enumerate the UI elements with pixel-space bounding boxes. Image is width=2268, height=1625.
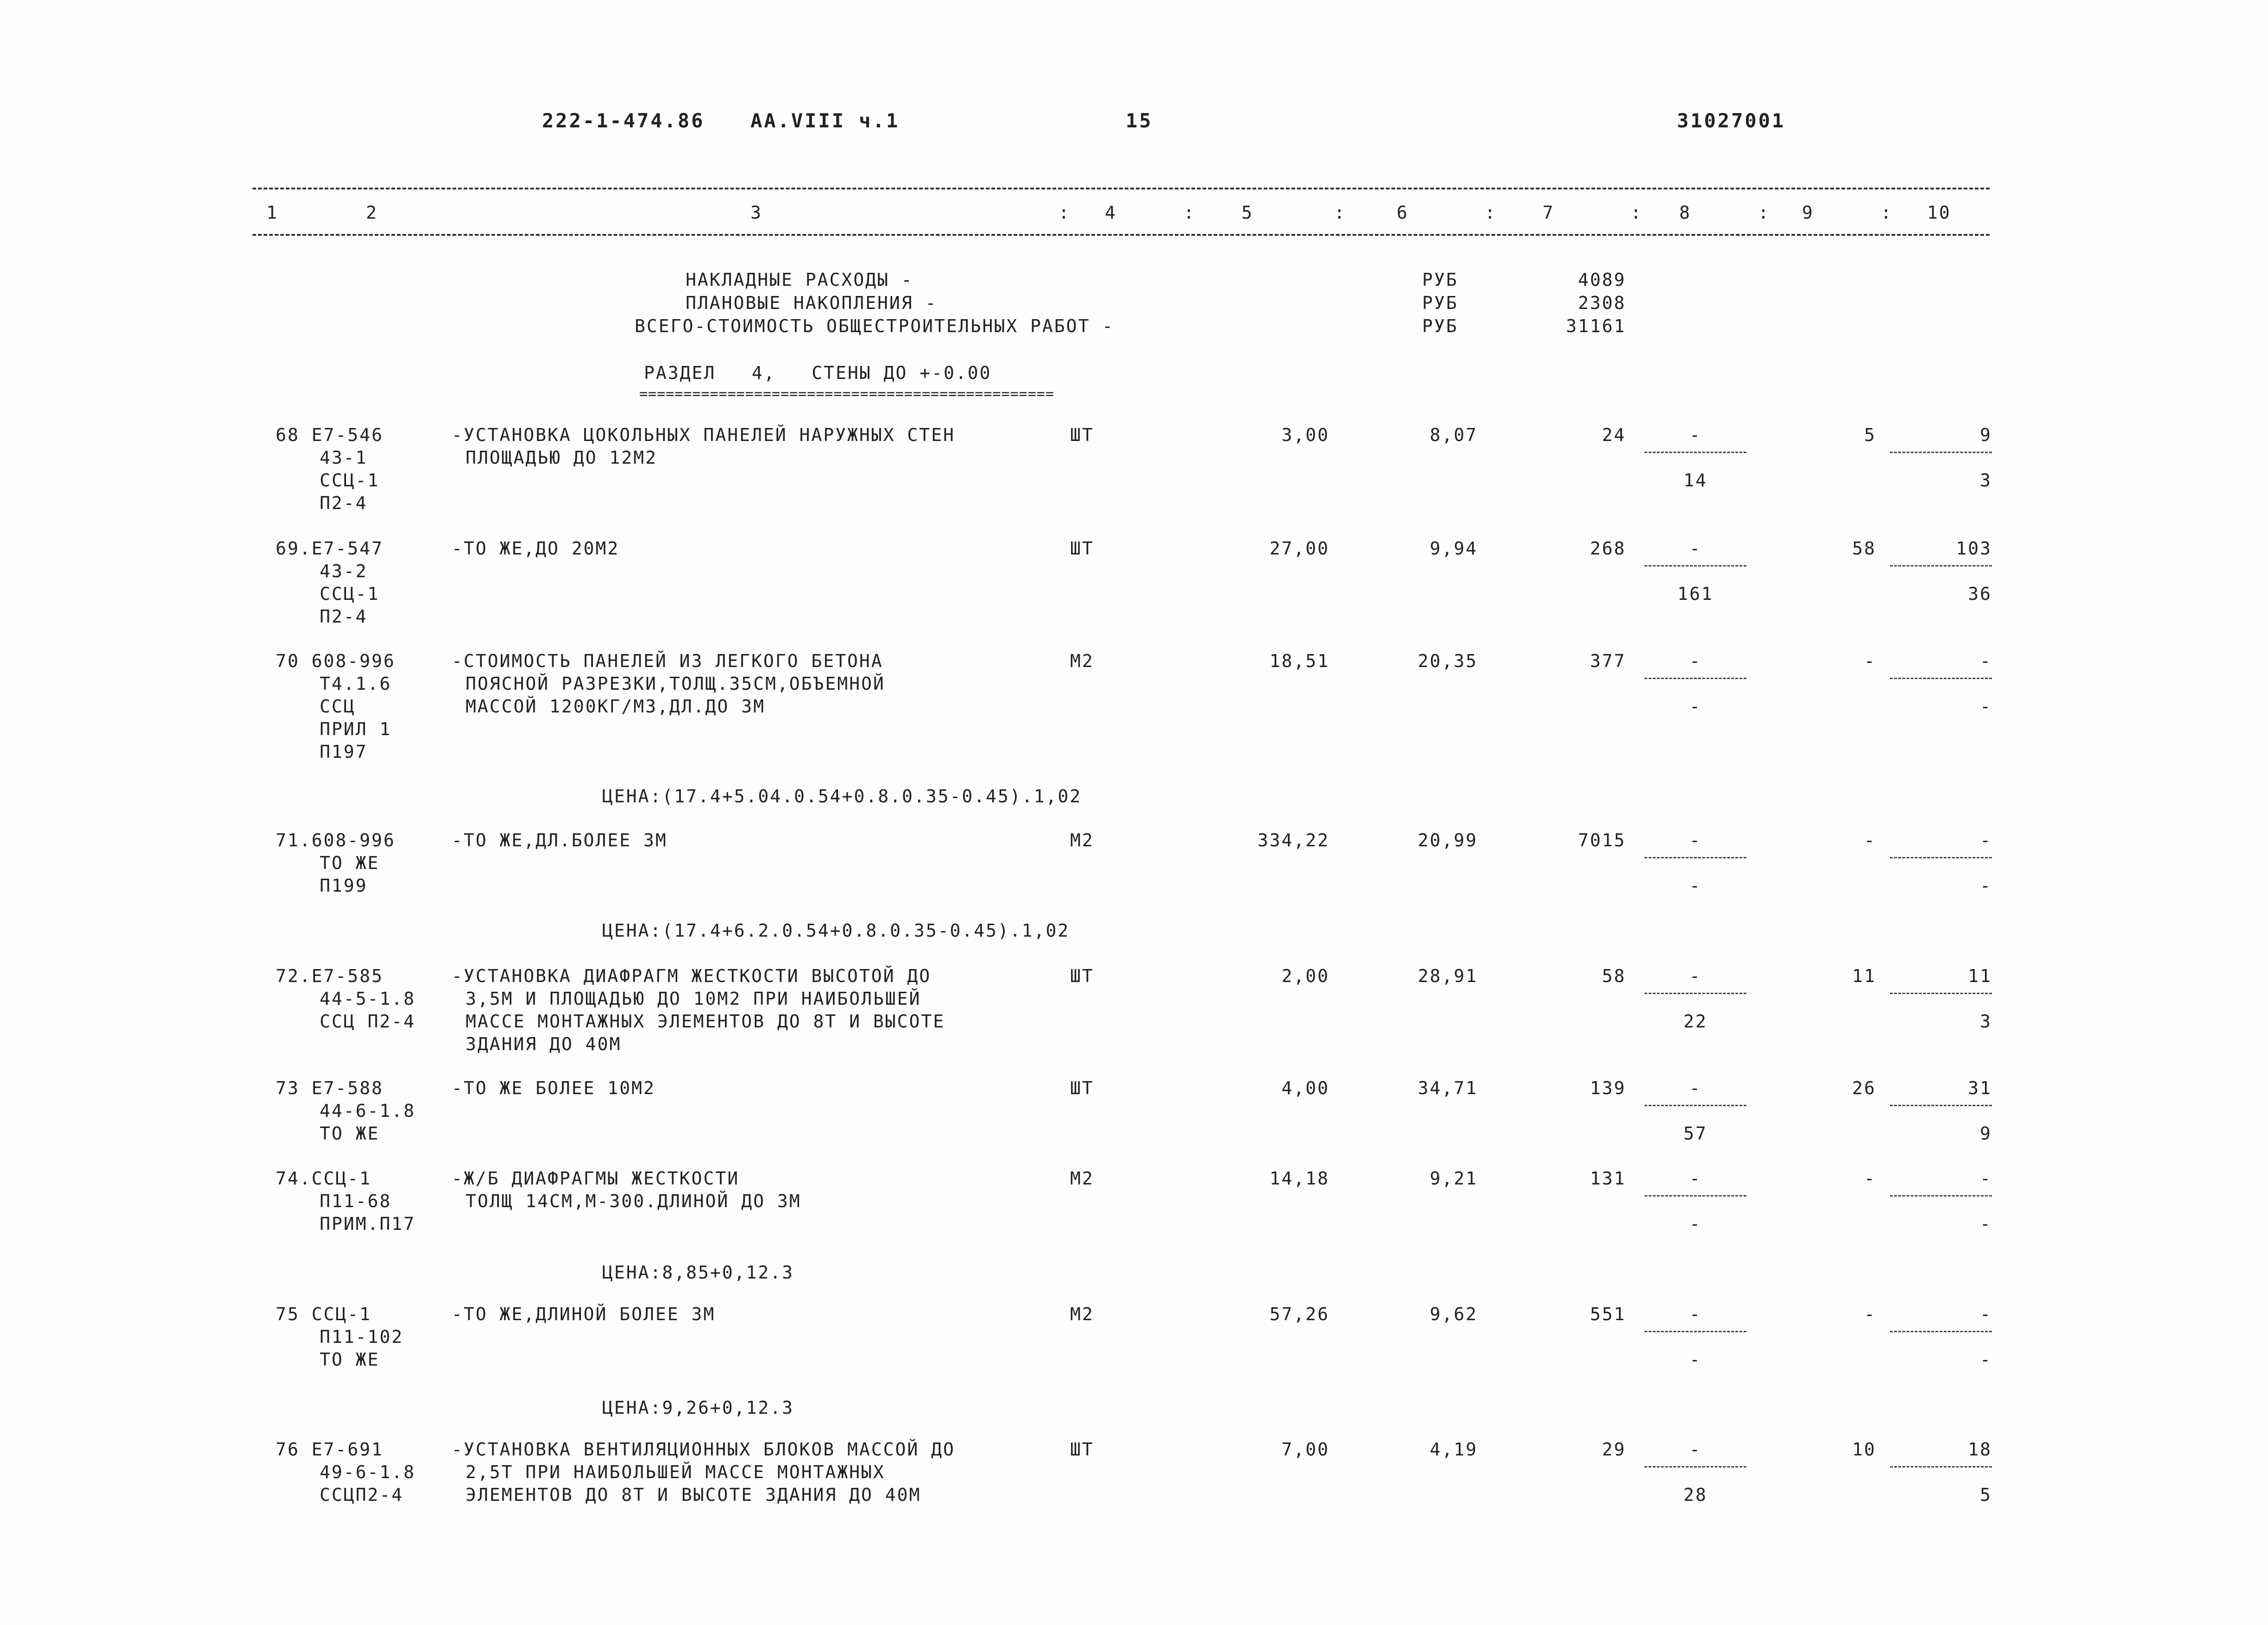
col10-fraction-line (1890, 1105, 1992, 1106)
row-code-line: ТО ЖЕ (320, 1123, 380, 1144)
row-code-line: 43-2 (320, 561, 368, 581)
col9-value: 26 (1852, 1078, 1876, 1098)
row-description-line: МАССОЙ 1200КГ/М3,ДЛ.ДО 3М (466, 696, 765, 717)
row-quantity: 7,00 (1281, 1439, 1329, 1460)
header-rule-top (252, 188, 1990, 189)
row-description-line: ПЛОЩАДЬЮ ДО 12М2 (466, 447, 658, 468)
summary-label: ПЛАНОВЫЕ НАКОПЛЕНИЯ - (686, 293, 938, 313)
col10-bottom-value: - (1980, 875, 1992, 896)
col8-bottom-value: 14 (1683, 470, 1707, 491)
summary-unit: РУБ (1422, 293, 1458, 313)
col9-value: 5 (1864, 425, 1876, 445)
row-code-line: 44-6-1.8 (320, 1101, 416, 1121)
col10-top-value: 103 (1956, 538, 1992, 559)
price-note: ЦЕНА:(17.4+5.04.0.54+0.8.0.35-0.45).1,02 (602, 786, 1082, 806)
row-unit: М2 (1070, 1304, 1094, 1324)
album-number: АА.VIII ч.1 (750, 109, 900, 132)
col8-bottom-value: 22 (1683, 1011, 1707, 1032)
row-quantity: 4,00 (1281, 1078, 1329, 1098)
col10-top-value: 9 (1980, 425, 1992, 445)
column-number-5: 5 (1241, 202, 1254, 223)
col10-top-value: 11 (1968, 966, 1992, 986)
column-number-3: 3 (750, 202, 762, 223)
col10-fraction-line (1890, 1466, 1992, 1468)
row-code-line: ПРИЛ 1 (320, 719, 392, 739)
row-code-line: 69.Е7-547 (276, 538, 384, 559)
row-description-line: -УСТАНОВКА ЦОКОЛЬНЫХ ПАНЕЛЕЙ НАРУЖНЫХ СТЕН (452, 425, 955, 445)
col10-bottom-value: 3 (1980, 1011, 1992, 1032)
col9-value: 10 (1852, 1439, 1876, 1460)
summary-unit: РУБ (1422, 316, 1458, 336)
row-code-line: 74.ССЦ-1 (276, 1168, 372, 1189)
column-separator: : (1485, 202, 1497, 223)
row-code-line: ССЦ П2-4 (320, 1011, 416, 1032)
row-description-line: -Ж/Б ДИАФРАГМЫ ЖЕСТКОСТИ (452, 1168, 740, 1189)
row-total: 58 (1602, 966, 1626, 986)
document-code: 222-1-474.86 (542, 109, 705, 132)
row-description-line: -ТО ЖЕ,ДО 20М2 (452, 538, 620, 559)
col8-bottom-value: - (1689, 875, 1701, 896)
row-quantity: 14,18 (1269, 1168, 1329, 1189)
col10-bottom-value: 9 (1980, 1123, 1992, 1144)
row-code-line: ССЦП2-4 (320, 1485, 404, 1505)
col9-value: 11 (1852, 966, 1876, 986)
col8-top-value: - (1689, 651, 1701, 671)
summary-label: ВСЕГО-СТОИМОСТЬ ОБЩЕСТРОИТЕЛЬНЫХ РАБОТ - (635, 316, 1115, 336)
row-unit-price: 9,62 (1430, 1304, 1478, 1324)
row-code-line: П2-4 (320, 493, 368, 513)
summary-value: 4089 (1578, 270, 1626, 290)
row-code-line: 70 608-996 (276, 651, 396, 671)
row-total: 7015 (1578, 830, 1626, 850)
row-code-line: П11-102 (320, 1327, 404, 1347)
col8-top-value: - (1689, 1439, 1701, 1460)
row-code-line: П2-4 (320, 606, 368, 627)
col10-fraction-line (1890, 565, 1992, 567)
col8-top-value: - (1689, 1304, 1701, 1324)
col9-value: - (1864, 1168, 1876, 1189)
row-code-line: ПРИМ.П17 (320, 1214, 416, 1234)
col8-fraction-line (1644, 1331, 1746, 1332)
row-description-line: -ТО ЖЕ,ДЛИНОЙ БОЛЕЕ 3М (452, 1304, 716, 1324)
col10-bottom-value: 5 (1980, 1485, 1992, 1505)
column-separator: : (1184, 202, 1196, 223)
row-description-line: ЗДАНИЯ ДО 40М (466, 1034, 622, 1054)
col8-fraction-line (1644, 1105, 1746, 1106)
row-code-line: П199 (320, 875, 368, 896)
col8-bottom-value: - (1689, 1349, 1701, 1370)
row-unit: ШТ (1070, 425, 1094, 445)
row-description-line: -ТО ЖЕ БОЛЕЕ 10М2 (452, 1078, 655, 1098)
row-total: 29 (1602, 1439, 1626, 1460)
row-total: 139 (1590, 1078, 1626, 1098)
row-code-line: ССЦ (320, 696, 356, 717)
row-code-line: 71.608-996 (276, 830, 396, 850)
summary-unit: РУБ (1422, 270, 1458, 290)
row-quantity: 27,00 (1269, 538, 1329, 559)
section-title: РАЗДЕЛ 4, СТЕНЫ ДО +-0.00 (644, 363, 992, 383)
row-unit-price: 4,19 (1430, 1439, 1478, 1460)
col8-top-value: - (1689, 538, 1701, 559)
col8-fraction-line (1644, 565, 1746, 567)
row-quantity: 3,00 (1281, 425, 1329, 445)
row-description-line: -УСТАНОВКА ДИАФРАГМ ЖЕСТКОСТИ ВЫСОТОЙ ДО (452, 966, 932, 986)
row-code-line: ТО ЖЕ (320, 1349, 380, 1370)
row-unit-price: 34,71 (1418, 1078, 1478, 1098)
col10-top-value: 31 (1968, 1078, 1992, 1098)
row-total: 551 (1590, 1304, 1626, 1324)
price-note: ЦЕНА:8,85+0,12.3 (602, 1262, 794, 1283)
col10-bottom-value: - (1980, 696, 1992, 717)
col8-top-value: - (1689, 1078, 1701, 1098)
col10-fraction-line (1890, 678, 1992, 679)
row-total: 131 (1590, 1168, 1626, 1189)
row-unit: ШТ (1070, 1439, 1094, 1460)
col10-top-value: - (1980, 830, 1992, 850)
row-code-line: 68 Е7-546 (276, 425, 384, 445)
row-unit: М2 (1070, 830, 1094, 850)
row-code-line: 73 Е7-588 (276, 1078, 384, 1098)
row-code-line: ТО ЖЕ (320, 853, 380, 873)
col8-fraction-line (1644, 1466, 1746, 1468)
row-quantity: 18,51 (1269, 651, 1329, 671)
col10-bottom-value: 3 (1980, 470, 1992, 491)
document-number: 31027001 (1677, 109, 1786, 132)
col9-value: - (1864, 1304, 1876, 1324)
row-unit: ШТ (1070, 966, 1094, 986)
row-quantity: 2,00 (1281, 966, 1329, 986)
column-number-8: 8 (1679, 202, 1691, 223)
col8-top-value: - (1689, 966, 1701, 986)
row-quantity: 334,22 (1257, 830, 1329, 850)
column-separator: : (1758, 202, 1770, 223)
column-number-2: 2 (366, 202, 378, 223)
row-code-line: 49-6-1.8 (320, 1462, 416, 1482)
row-description-line: ПОЯСНОЙ РАЗРЕЗКИ,ТОЛЩ.35СМ,ОБЪЕМНОЙ (466, 674, 885, 694)
col9-value: 58 (1852, 538, 1876, 559)
row-code-line: Т4.1.6 (320, 674, 392, 694)
row-code-line: 44-5-1.8 (320, 989, 416, 1009)
row-description-line: -ТО ЖЕ,ДЛ.БОЛЕЕ 3М (452, 830, 668, 850)
row-code-line: 72.Е7-585 (276, 966, 384, 986)
row-code-line: 43-1 (320, 447, 368, 468)
column-separator: : (1631, 202, 1643, 223)
col8-fraction-line (1644, 1195, 1746, 1197)
row-total: 24 (1602, 425, 1626, 445)
col10-fraction-line (1890, 1331, 1992, 1332)
column-number-10: 10 (1927, 202, 1951, 223)
col8-fraction-line (1644, 857, 1746, 858)
col10-fraction-line (1890, 452, 1992, 453)
row-unit-price: 28,91 (1418, 966, 1478, 986)
row-unit: М2 (1070, 1168, 1094, 1189)
header-rule-bottom (252, 234, 1990, 236)
row-description-line: МАССЕ МОНТАЖНЫХ ЭЛЕМЕНТОВ ДО 8Т И ВЫСОТЕ (466, 1011, 945, 1032)
summary-value: 2308 (1578, 293, 1626, 313)
column-separator: : (1334, 202, 1346, 223)
price-note: ЦЕНА:9,26+0,12.3 (602, 1398, 794, 1418)
section-underline: =============================================== (639, 386, 1054, 402)
row-unit-price: 20,35 (1418, 651, 1478, 671)
row-code-line: ССЦ-1 (320, 470, 380, 491)
row-code-line: П11-68 (320, 1191, 392, 1211)
col8-bottom-value: - (1689, 1214, 1701, 1234)
col10-fraction-line (1890, 857, 1992, 858)
col8-bottom-value: 161 (1677, 584, 1714, 604)
row-code-line: П197 (320, 742, 368, 762)
column-number-4: 4 (1105, 202, 1117, 223)
row-code-line: 75 ССЦ-1 (276, 1304, 372, 1324)
row-description-line: 2,5Т ПРИ НАИБОЛЬШЕЙ МАССЕ МОНТАЖНЫХ (466, 1462, 885, 1482)
row-unit: ШТ (1070, 1078, 1094, 1098)
row-description-line: ЭЛЕМЕНТОВ ДО 8Т И ВЫСОТЕ ЗДАНИЯ ДО 40М (466, 1485, 921, 1505)
summary-value: 31161 (1566, 316, 1626, 336)
column-separator: : (1881, 202, 1893, 223)
col8-bottom-value: - (1689, 696, 1701, 717)
col10-bottom-value: - (1980, 1214, 1992, 1234)
col8-fraction-line (1644, 452, 1746, 453)
column-number-9: 9 (1802, 202, 1814, 223)
row-code-line: ССЦ-1 (320, 584, 380, 604)
price-note: ЦЕНА:(17.4+6.2.0.54+0.8.0.35-0.45).1,02 (602, 920, 1070, 941)
col10-top-value: - (1980, 1304, 1992, 1324)
column-number-1: 1 (266, 202, 278, 223)
col10-bottom-value: - (1980, 1349, 1992, 1370)
row-unit: ШТ (1070, 538, 1094, 559)
column-number-7: 7 (1543, 202, 1555, 223)
column-separator: : (1058, 202, 1071, 223)
col10-bottom-value: 36 (1968, 584, 1992, 604)
col9-value: - (1864, 830, 1876, 850)
col10-fraction-line (1890, 993, 1992, 994)
row-description-line: -УСТАНОВКА ВЕНТИЛЯЦИОННЫХ БЛОКОВ МАССОЙ ДО (452, 1439, 955, 1460)
column-number-6: 6 (1397, 202, 1409, 223)
row-description-line: -СТОИМОСТЬ ПАНЕЛЕЙ ИЗ ЛЕГКОГО БЕТОНА (452, 651, 883, 671)
row-unit-price: 8,07 (1430, 425, 1478, 445)
row-quantity: 57,26 (1269, 1304, 1329, 1324)
col9-value: - (1864, 651, 1876, 671)
row-total: 268 (1590, 538, 1626, 559)
summary-label: НАКЛАДНЫЕ РАСХОДЫ - (686, 270, 914, 290)
row-code-line: 76 Е7-691 (276, 1439, 384, 1460)
col8-top-value: - (1689, 1168, 1701, 1189)
col8-fraction-line (1644, 678, 1746, 679)
col10-top-value: - (1980, 651, 1992, 671)
col8-top-value: - (1689, 830, 1701, 850)
col8-bottom-value: 28 (1683, 1485, 1707, 1505)
row-description-line: ТОЛЩ 14СМ,М-300.ДЛИНОЙ ДО 3М (466, 1191, 801, 1211)
row-unit-price: 9,21 (1430, 1168, 1478, 1189)
col8-fraction-line (1644, 993, 1746, 994)
col8-bottom-value: 57 (1683, 1123, 1707, 1144)
col10-fraction-line (1890, 1195, 1992, 1197)
col10-top-value: 18 (1968, 1439, 1992, 1460)
row-unit: М2 (1070, 651, 1094, 671)
col10-top-value: - (1980, 1168, 1992, 1189)
page-number: 15 (1126, 109, 1153, 132)
row-unit-price: 9,94 (1430, 538, 1478, 559)
col8-top-value: - (1689, 425, 1701, 445)
row-description-line: 3,5М И ПЛОЩАДЬЮ ДО 10М2 ПРИ НАИБОЛЬШЕЙ (466, 989, 921, 1009)
row-total: 377 (1590, 651, 1626, 671)
row-unit-price: 20,99 (1418, 830, 1478, 850)
